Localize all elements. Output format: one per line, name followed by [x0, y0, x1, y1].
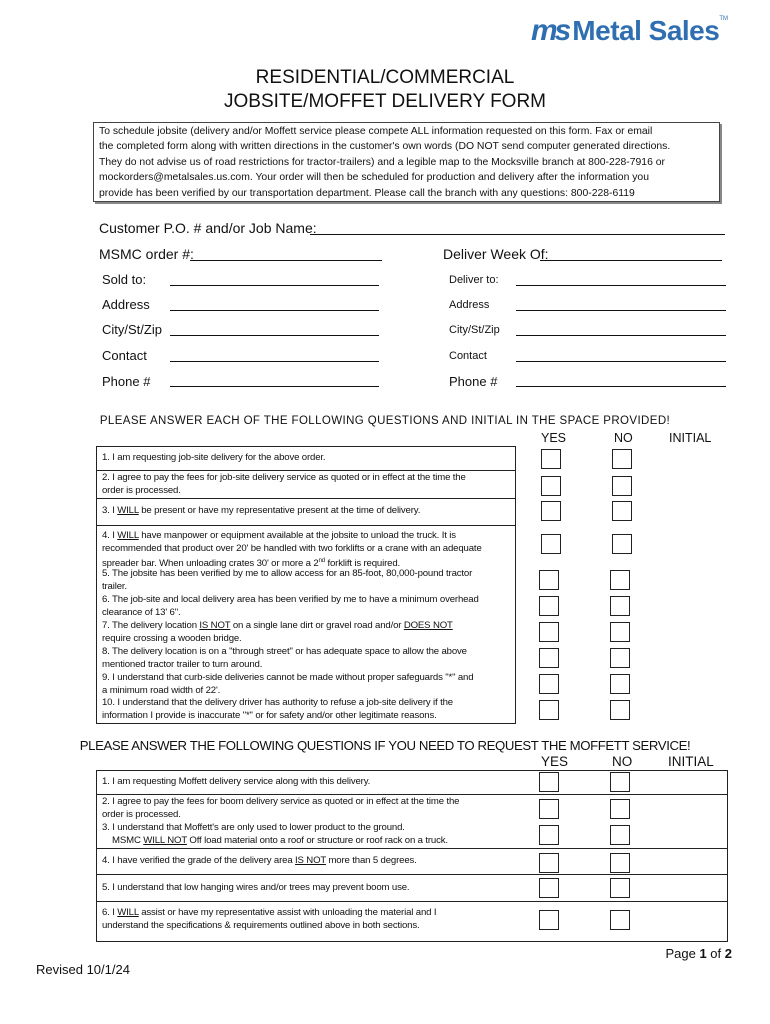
- question-part: 4. I have verified the grade of the delivery area: [102, 855, 296, 866]
- question-part: forklift is required.: [324, 558, 401, 570]
- q1-yes-checkbox[interactable]: [541, 449, 561, 469]
- question-part: be present or have my representative present at the time of delivery.: [138, 505, 421, 516]
- deliver-address-field[interactable]: [516, 310, 726, 311]
- moffett-initial-column-header: INITIAL: [668, 754, 714, 769]
- question-part: MSMC: [102, 834, 144, 846]
- deliver-week-label: Deliver Week Of:: [443, 246, 549, 262]
- m4-no-checkbox[interactable]: [610, 853, 630, 873]
- question-line: order is processed.: [102, 484, 181, 496]
- m2-yes-checkbox[interactable]: [539, 799, 559, 819]
- question-superscript: nd: [318, 558, 325, 565]
- question-text: 5. I understand that low hanging wires and/or trees may prevent boom use.: [102, 882, 410, 893]
- question-text: [102, 472, 466, 497]
- q4-no-checkbox[interactable]: [612, 534, 632, 554]
- sold-city-label: City/St/Zip: [102, 322, 162, 337]
- page-total: 2: [724, 946, 732, 961]
- table-row: [97, 849, 727, 875]
- question-text: [102, 568, 472, 593]
- table-row: [97, 697, 515, 724]
- question-line: 8. The delivery location is on a "through street" or has adequate space to allow the above: [102, 646, 467, 657]
- question-line: [102, 907, 436, 920]
- table-row: [97, 646, 515, 672]
- question-text: [102, 530, 482, 571]
- trademark-symbol: TM: [719, 16, 728, 22]
- msmc-order-label: MSMC order #:: [99, 246, 194, 262]
- q8-no-checkbox[interactable]: [610, 648, 630, 668]
- question-text: [102, 646, 467, 671]
- m5-no-checkbox[interactable]: [610, 878, 630, 898]
- question-part: more than 5 degrees.: [325, 855, 417, 866]
- question-part: 3. I: [102, 505, 118, 516]
- question-text: [102, 505, 420, 518]
- table-row: [97, 471, 515, 499]
- instructions-box: [93, 122, 720, 202]
- page-of: of: [706, 946, 725, 961]
- question-part: 7. The delivery location: [102, 620, 200, 631]
- table-row: [97, 568, 515, 594]
- question-line: 10. I understand that the delivery driver has authority to refuse a job-site delivery if the: [102, 697, 453, 708]
- m2-no-checkbox[interactable]: [610, 799, 630, 819]
- question-part: assist or have my representative assist with unloading the material and I: [138, 907, 437, 918]
- question-text: [102, 855, 417, 868]
- instructions-line: mockorders@metalsales.us.com. Your order will then be scheduled for production and delivery after the information you: [99, 172, 649, 184]
- sold-to-label: Sold to:: [102, 272, 147, 287]
- question-emphasis: WILL: [117, 505, 139, 516]
- question-line: 6. The job-site and local delivery area has been verified by me to have a minimum overhead: [102, 594, 479, 605]
- question-line: 5. The jobsite has been verified by me to allow access for an 85-foot, 80,000-pound tractor: [102, 568, 473, 579]
- table-row: [97, 672, 515, 698]
- q1-no-checkbox[interactable]: [612, 449, 632, 469]
- question-line: [102, 620, 453, 633]
- q5-no-checkbox[interactable]: [610, 570, 630, 590]
- question-emphasis: IS NOT: [199, 620, 231, 631]
- initial-column-header: INITIAL: [669, 431, 712, 445]
- table-row: [97, 447, 515, 471]
- deliver-to-label: Deliver to:: [449, 274, 499, 286]
- question-line: understand the specifications & requirements outlined above in both sections.: [102, 919, 420, 931]
- q9-no-checkbox[interactable]: [610, 674, 630, 694]
- q8-yes-checkbox[interactable]: [539, 648, 559, 668]
- question-emphasis: DOES NOT: [403, 620, 453, 631]
- table-row: [97, 795, 727, 821]
- question-emphasis: WILL: [117, 907, 139, 918]
- q7-no-checkbox[interactable]: [610, 622, 630, 642]
- sold-contact-field[interactable]: [170, 361, 379, 362]
- question-line: mentioned tractor trailer to turn around.: [102, 658, 263, 670]
- moffett-questions-heading: PLEASE ANSWER THE FOLLOWING QUESTIONS IF YOU NEED TO REQUEST THE MOFFETT SERVICE!: [79, 738, 691, 753]
- question-part: Off load material onto a roof or structure or roof rack on a truck.: [186, 834, 448, 846]
- sold-phone-label: Phone #: [102, 374, 151, 389]
- question-text: 1. I am requesting Moffett delivery service along with this delivery.: [102, 776, 371, 787]
- question-line: a minimum road width of 22'.: [102, 684, 221, 696]
- m3-no-checkbox[interactable]: [610, 825, 630, 845]
- deliver-phone-field[interactable]: [516, 386, 726, 387]
- q7-yes-checkbox[interactable]: [539, 622, 559, 642]
- question-text: [102, 620, 453, 645]
- jobsite-questions-table: [96, 446, 516, 724]
- m5-yes-checkbox[interactable]: [539, 878, 559, 898]
- table-row: [97, 821, 727, 849]
- table-row: [97, 594, 515, 620]
- form-title-line1: RESIDENTIAL/COMMERCIAL: [255, 67, 515, 88]
- question-text: [102, 594, 479, 619]
- deliver-week-field[interactable]: [540, 260, 722, 261]
- m4-yes-checkbox[interactable]: [539, 853, 559, 873]
- question-line: [102, 530, 482, 543]
- question-text: [102, 672, 473, 697]
- moffett-questions-table: [96, 770, 728, 942]
- instructions-line: They do not advise us of road restrictions for tractor-trailers) and a legible map to the Mocksville branch at 800-228-7916 or: [99, 156, 665, 168]
- m3-yes-checkbox[interactable]: [539, 825, 559, 845]
- table-row: [97, 526, 515, 568]
- revision-date: Revised 10/1/24: [36, 962, 130, 977]
- question-line: [102, 835, 448, 848]
- question-part: spreader bar. When unloading crates 30' or more a 2: [102, 558, 319, 570]
- customer-po-field[interactable]: [310, 234, 725, 235]
- question-part: on a single lane dirt or gravel road and/or: [230, 620, 404, 631]
- question-emphasis: IS NOT: [295, 855, 326, 866]
- yes-column-header: YES: [541, 431, 567, 445]
- question-part: have manpower or equipment available at the jobsite to unload the truck. It is: [138, 530, 456, 541]
- q10-yes-checkbox[interactable]: [539, 700, 559, 720]
- question-line: clearance of 13' 6".: [102, 606, 181, 618]
- form-title-line2: JOBSITE/MOFFET DELIVERY FORM: [224, 91, 546, 112]
- moffett-no-column-header: NO: [612, 754, 633, 769]
- deliver-to-field[interactable]: [516, 285, 726, 286]
- question-text: 1. I am requesting job-site delivery for the above order.: [102, 452, 326, 463]
- question-part: 6. I: [102, 907, 118, 918]
- logo-brand-text: Metal Sales: [572, 15, 720, 46]
- table-row: [97, 771, 727, 795]
- question-line: information I provide is inaccurate "*" or for safety and/or other legitimate reasons.: [102, 709, 437, 721]
- no-column-header: NO: [614, 431, 633, 445]
- question-text: [102, 796, 459, 821]
- deliver-contact-field[interactable]: [516, 361, 726, 362]
- q3-no-checkbox[interactable]: [612, 501, 632, 521]
- deliver-phone-label: Phone #: [449, 374, 498, 389]
- instructions-line: To schedule jobsite (delivery and/or Moffett service please compete ALL information requested on this form. Fax or email: [99, 126, 653, 137]
- question-line: order is processed.: [102, 808, 181, 820]
- m6-no-checkbox[interactable]: [610, 910, 630, 930]
- deliver-address-label: Address: [449, 299, 490, 311]
- sold-address-label: Address: [102, 297, 150, 312]
- q4-yes-checkbox[interactable]: [541, 534, 561, 554]
- m6-yes-checkbox[interactable]: [539, 910, 559, 930]
- deliver-city-label: City/St/Zip: [449, 324, 500, 336]
- deliver-city-field[interactable]: [516, 335, 726, 336]
- jobsite-questions-heading: PLEASE ANSWER EACH OF THE FOLLOWING QUESTIONS AND INITIAL IN THE SPACE PROVIDED!: [99, 415, 671, 427]
- question-line: trailer.: [102, 580, 127, 592]
- sold-to-field[interactable]: [170, 285, 379, 286]
- question-line: recommended that product over 20' be handled with two forklifts or a crane with an adequate: [102, 542, 482, 554]
- question-text: [102, 822, 448, 847]
- table-row: [97, 875, 727, 902]
- table-row: [97, 902, 727, 942]
- sold-contact-label: Contact: [102, 348, 147, 363]
- instructions-line: the completed form along with written directions in the customer's own words (DO NOT send computer generated directions.: [99, 141, 671, 153]
- table-row: [97, 499, 515, 526]
- question-emphasis: WILL NOT: [143, 834, 187, 846]
- question-line: 3. I understand that Moffett's are only used to lower product to the ground.: [102, 822, 405, 833]
- page-prefix: Page: [665, 946, 700, 961]
- q10-no-checkbox[interactable]: [610, 700, 630, 720]
- moffett-yes-column-header: YES: [541, 754, 569, 769]
- metal-sales-logo: [531, 14, 728, 48]
- q9-yes-checkbox[interactable]: [539, 674, 559, 694]
- m1-yes-checkbox[interactable]: [539, 772, 559, 792]
- q6-yes-checkbox[interactable]: [539, 596, 559, 616]
- question-line: require crossing a wooden bridge.: [102, 632, 242, 644]
- q2-no-checkbox[interactable]: [612, 476, 632, 496]
- question-line: 2. I agree to pay the fees for job-site delivery service as quoted or in effect at the time the: [102, 472, 466, 483]
- question-line: 9. I understand that curb-side deliveries cannot be made without proper safeguards "*" and: [102, 672, 474, 683]
- q2-yes-checkbox[interactable]: [541, 476, 561, 496]
- question-text: [102, 907, 436, 932]
- page-current: 1: [699, 946, 707, 961]
- ms-logo-icon: ms: [530, 14, 569, 47]
- msmc-order-field[interactable]: [190, 260, 382, 261]
- sold-address-field[interactable]: [170, 310, 379, 311]
- sold-city-field[interactable]: [170, 335, 379, 336]
- question-emphasis: WILL: [117, 530, 139, 541]
- question-line: 2. I agree to pay the fees for boom delivery service as quoted or in effect at the time the: [102, 796, 460, 807]
- customer-po-label: Customer P.O. # and/or Job Name:: [99, 220, 317, 236]
- page-number: [665, 946, 732, 961]
- table-row: [97, 620, 515, 646]
- q5-yes-checkbox[interactable]: [539, 570, 559, 590]
- question-text: [102, 697, 453, 722]
- sold-phone-field[interactable]: [170, 386, 379, 387]
- instructions-line: provide has been verified by our transportation department. Please call the branch with any questions: 800-228-6119: [99, 187, 635, 199]
- q6-no-checkbox[interactable]: [610, 596, 630, 616]
- q3-yes-checkbox[interactable]: [541, 501, 561, 521]
- question-part: 4. I: [102, 530, 118, 541]
- deliver-contact-label: Contact: [449, 350, 487, 362]
- m1-no-checkbox[interactable]: [610, 772, 630, 792]
